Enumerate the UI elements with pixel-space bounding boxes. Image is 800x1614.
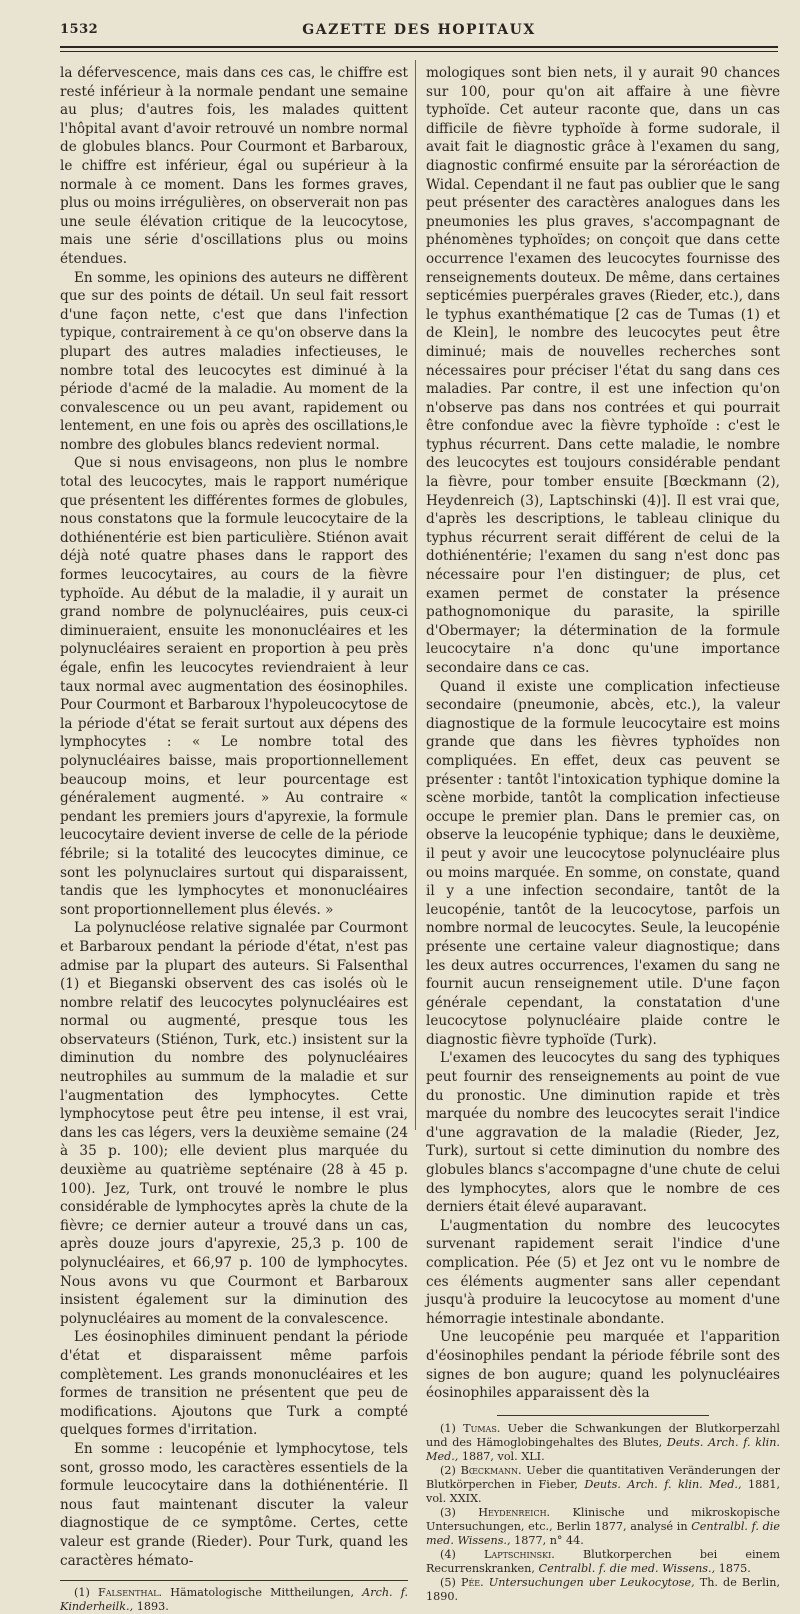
paragraph: mologiques sont bien nets, il y aurait 90 chances sur 100, pour qu'on ait affaire à une fièvre typhoïde. Cet auteur raconte que, dans un cas difficile de fièvre typhoïde à forme sudorale, il avait fait le diagnostic grâce à l'examen du sang, diagnostic confirmé ensuite par la séroréaction de Widal. Cependant il ne faut pas oublier que le sang peut présenter des caractères analogues dans les pneumonies les plus graves, s'accompagnant de phénomènes typhoïdes; on conçoit que dans cette occurrence l'examen des leucocytes fournisse des renseignements douteux. De même, dans certaines septicémies puerpérales graves (Rieder, etc.), dans le typhus exanthématique [2 cas de Tumas (1) et de Klein], le nombre des leucocytes peut être diminué; mais de nouvelles recherches sont nécessaires pour préciser l'état du sang dans ces maladies. Par contre, il est une infection qu'on n'observe pas dans nos contrées et qui pourrait être confondue avec la fièvre typhoïde : c'est le typhus récurrent. Dans cette maladie, le nombre des leucocytes est toujours considérable pendant la fièvre, pour tomber ensuite [Bœckmann (2), Heydenreich (3), Laptschinski (4)]. Il est vrai que, d'après les descriptions, le tableau clinique du typhus récurrent serait différent de celui de la dothiénentérie; l'examen du sang n'est donc pas nécessaire pour l'en distinguer; de plus, cet examen permet de constater la présence pathognomonique du parasite, la spirille d'Obermayer; la détermination de la formule leucocytaire n'a donc qu'une importance secondaire dans ce cas.	[426, 65, 780, 676]
paragraph: L'augmentation du nombre des leucocytes survenant rapidement serait l'indice d'une complication. Pée (5) et Jez ont vu le nombre de ces éléments augmenter sans aller cependant jusqu'à produire la leucocytose au moment d'une hémorragie intestinale abondante.	[426, 1217, 780, 1327]
paragraph: la défervescence, mais dans ces cas, le chiffre est resté inférieur à la normale pendant une semaine au plus; d'autres fois, les malades quittent l'hôpital avant d'avoir retrouvé un nombre normal de globules blancs. Pour Courmont et Barbaroux, le chiffre est inférieur, égal ou supérieur à la normale à ce moment. Dans les formes graves, plus ou moins irrégulières, on observerait non pas une seule élévation critique de la leucocytose, mais une série d'oscillations plus ou moins étendues.	[60, 65, 408, 267]
left-column	[60, 64, 408, 1614]
paragraph: La polynucléose relative signalée par Courmont et Barbaroux pendant la période d'état, n'est pas admise par la plupart des auteurs. Si Falsenthal (1) et Bieganski observent des cas isolés où le nombre relatif des leucocytes polynucléaires est normal ou augmenté, presque tous les observateurs (Stiénon, Turk, etc.) insistent sur la diminution du nombre des polynucléaires neutrophiles au summum de la maladie et sur l'augmentation des lymphocytes. Cette lymphocytose peut être peu intense, il est vrai, dans les cas légers, vers la deuxième semaine (24 à 35 p. 100); elle devient plus marquée du deuxième au quatrième septénaire (28 à 45 p. 100). Jez, Turk, ont trouvé le nombre le plus considérable de lymphocytes après la chute de la fièvre; ce dernier auteur a trouvé dans un cas, après douze jours d'apyrexie, 25,3 p. 100 de polynucléaires, et 66,97 p. 100 de lymphocytes. Nous avons vu que Courmont et Barbaroux insistent également sur la diminution des polynucléaires au moment de la convalescence.	[60, 920, 408, 1327]
column-divider	[415, 60, 416, 1130]
footnotes	[60, 1586, 408, 1614]
page-header	[60, 20, 778, 42]
paragraph: L'examen des leucocytes du sang des typhiques peut fournir des renseignements au point de vue du pronostic. Une diminution rapide et très marquée du nombre des leucocytes serait l'indice d'une aggravation de la maladie (Rieder, Jez, Turk), surtout si cette diminution du nombre des globules blancs s'accompagne d'une chute de celui des lymphocytes, alors que le nombre de ces derniers était élevé auparavant.	[426, 1050, 780, 1216]
paragraph: Quand il existe une complication infectieuse secondaire (pneumonie, abcès, etc.), la valeur diagnostique de la formule leucocytaire est moins grande que dans les fièvres typhoïdes non compliquées. En effet, deux cas peuvent se présenter : tantôt l'intoxication typhique domine la scène morbide, tantôt la complication infectieuse occupe le premier plan. Dans le premier cas, on observe la leucopénie typhique; dans le deuxième, il peut y avoir une leucocytose polynucléaire plus ou moins marquée. En somme, on constate, quand il y a une infection secondaire, tantôt de la leucopénie, tantôt de la leucocytose, parfois un nombre normal de leucocytes. Seule, la leucopénie présente une certaine valeur diagnostique; dans les deux autres occurrences, l'examen du sang ne fournit aucun renseignement utile. D'une façon générale cependant, la constatation d'une leucocytose polynucléaire plaide contre le diagnostic fièvre typhoïde (Turk).	[426, 678, 780, 1048]
right-column	[426, 64, 780, 1604]
footnote: (1) Falsenthal. Hämatologische Mittheilungen, Arch. f. Kinderheilk., 1893.	[60, 1586, 408, 1614]
header-rule	[60, 46, 778, 52]
footnotes	[426, 1422, 780, 1604]
footnote: (1) Tumas. Ueber die Schwankungen der Blutkorperzahl und des Hämoglobingehaltes des Blutes, Deuts. Arch. f. klin. Med., 1887, vol. XLI.	[426, 1421, 781, 1463]
paragraph: Que si nous envisageons, non plus le nombre total des leucocytes, mais le rapport numérique que présentent les différentes formes de globules, nous constatons que la formule leucocytaire de la dothiénentérie est bien particulière. Stiénon avait déjà noté quatre phases dans le rapport des formes leucocytaires, au cours de la fièvre typhoïde. Au début de la maladie, il y aurait un grand nombre de polynucléaires, puis ceux-ci diminueraient, ensuite les mononucléaires et les polynucléaires seraient en proportion à peu près égale, enfin les leucocytes reviendraient à leur taux normal avec augmentation des éosinophiles. Pour Courmont et Barbaroux l'hypoleucocytose de la période d'état se ferait surtout aux dépens des lymphocytes : « Le nombre total des polynucléaires baisse, mais proportionnellement beaucoup moins, et leur pourcentage est généralement augmenté. » Au contraire « pendant les premiers jours d'apyrexie, la formule leucocytaire devient inverse de celle de la période fébrile; si la totalité des leucocytes diminue, ce sont les polynuclaires surtout qui disparaissent, tandis que les lymphocytes et mononucléaires sont proportionnellement plus élevés. »	[60, 455, 408, 918]
footnote-rule	[497, 1415, 709, 1416]
footnote: (2) Bœckmann. Ueber die quantitativen Veränderungen der Blutkörperchen in Fieber, Deuts. Arch. f. klin. Med., 1881, vol. XXIX.	[426, 1463, 780, 1505]
page-number: 1532	[60, 22, 99, 37]
journal-title: GAZETTE DES HOPITAUX	[302, 22, 536, 38]
footnote-rule	[60, 1580, 408, 1581]
paragraph: Une leucopénie peu marquée et l'apparition d'éosinophiles pendant la période fébrile sont des signes de bon augure; quand les polynucléaires éosinophiles apparaissent dès la	[426, 1329, 780, 1402]
footnote: (4) Laptschinski. Blutkorperchen bei einem Recurrenskranken, Centralbl. f. die med. Wissens., 1875.	[426, 1547, 780, 1575]
footnote: (3) Heydenreich. Klinische und mikroskopische Untersuchungen, etc., Berlin 1877, analysé in Centralbl. f. die med. Wissens., 1877, n° 44.	[426, 1505, 781, 1547]
paragraph: En somme, les opinions des auteurs ne diffèrent que sur des points de détail. Un seul fait ressort d'une façon nette, c'est que dans l'infection typique, contrairement à ce qu'on observe dans la plupart des autres maladies infectieuses, le nombre total des leucocytes est diminué à la période d'acmé de la maladie. Au moment de la convalescence ou un peu avant, rapidement ou lentement, en une fois ou après des oscillations,le nombre des globules blancs redevient normal.	[60, 269, 408, 453]
footnote: (5) Pée. Untersuchungen uber Leukocytose, Th. de Berlin, 1890.	[426, 1575, 780, 1603]
paragraph: En somme : leucopénie et lymphocytose, tels sont, grosso modo, les caractères essentiels de la formule leucocytaire dans la dothiénentérie. Il nous faut maintenant discuter la valeur diagnostique de ce symptôme. Certes, cette valeur est grande (Rieder). Pour Turk, quand les caractères hémato-	[60, 1440, 408, 1569]
paragraph: Les éosinophiles diminuent pendant la période d'état et disparaissent même parfois complètement. Les grands mononucléaires et les formes de transition ne présentent que peu de modifications. Ajoutons que Turk a compté quelques formes d'irritation.	[60, 1329, 408, 1439]
